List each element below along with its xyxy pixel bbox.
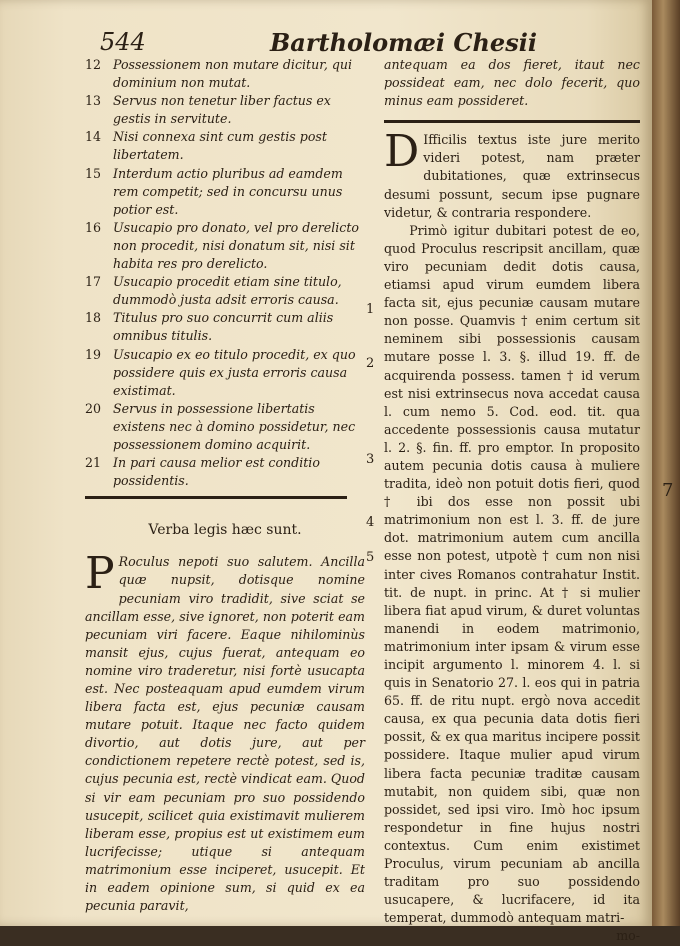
section-rule-right (384, 120, 640, 123)
right-column (384, 56, 640, 946)
summary-text: Titulus pro suo concurrit cum aliis omnibus titulis. (113, 310, 334, 344)
section-rule (85, 496, 347, 499)
summary-number: 17 (85, 274, 102, 290)
summary-item (85, 273, 365, 309)
margin-note-1: 1 (366, 302, 375, 317)
summary-item (85, 128, 365, 164)
catchword: mo- (616, 928, 640, 944)
summary-text: Servus non tenetur liber factus ex gestis in servitute. (113, 93, 331, 127)
summary-text: In pari causa melior est conditio possidentis. (113, 455, 320, 489)
running-title: Bartholomæi Chesii (270, 28, 537, 57)
summary-item (85, 165, 365, 219)
lex-text (85, 548, 365, 915)
lex-body: Roculus nepoti suo salutem. Ancilla quæ nupsit, dotisque nomine pecuniam viro tradidit, sive sciat se ancillam esse, sive ignoret, non poterit eam pecuniam viri facere. Eaque nihilominùs mansit ejus, cujus fuerat, antequam eo nomine viro traderetur, nisi fortè usucapta est. Nec posteaquam apud eumdem virum libera facta est, ejus pecuniæ causam mutare potuit. Itaque nec facto quidem divortio, aut dotis jure, aut per condictionem repetere rectè potest, sed is, cujus pecunia est, rectè vindicat eam. Quod si vir eam pecuniam pro suo possidendo usucepit, scilicet quia existimavit mulierem liberam esse, propius est ut existimem eum lucrifecisse; utique si antequam matrimonium esse inciperet, usucepit. Et in eadem opinione sum, si quid ex ea pecunia paravit, (85, 554, 365, 914)
summary-text: Nisi connexa sint cum gestis post libertatem. (113, 129, 327, 163)
summary-number: 12 (85, 57, 102, 72)
summary-text: Usucapio ex eo titulo procedit, ex quo possidere quis ex justa erroris causa existimat. (113, 346, 356, 398)
summary-item (85, 56, 365, 92)
summary-number: 20 (85, 400, 102, 416)
summary-item (85, 92, 365, 128)
lex-dropcap: P (85, 548, 115, 600)
summary-text: Usucapio pro donato, vel pro derelicto non procedit, nisi donatum sit, nisi sit habita res pro derelicto. (113, 219, 360, 272)
page-number: 544 (100, 28, 146, 56)
summary-text: Interdum actio pluribus ad eamdem rem competit; sed in concursu unus potior est. (113, 165, 343, 217)
margin-note-3: 3 (366, 452, 375, 467)
summary-number: 16 (85, 219, 102, 235)
summary-item (85, 400, 365, 454)
summary-text: Possessionem non mutare dicitur, qui dominium non mutat. (113, 57, 353, 91)
margin-note-2: 2 (366, 356, 375, 371)
lex-continued: antequam ea dos fieret, itaut nec possideat eam, nec dolo fecerit, quo minus eam possideret. (384, 57, 640, 109)
summary-item (85, 454, 365, 490)
summary-number: 21 (85, 455, 102, 471)
commentary-paragraph-2: Primò igitur dubitari potest de eo, quod Proculus rescripsit ancillam, quæ viro pecuniam dedit dotis causa, etiamsi apud virum eumdem libera facta sit, ejus pecuniæ causam mutare non posse. Quamvis † enim certum sit neminem sibi possessionis causam mutare posse l. 3. §. illud 19. ff. de acquirenda possess. tamen † id verum est nisi extrinsecus nova accedat causa l. cum nemo 5. Cod. eod. tit. qua accedente possessionis causa mutatur l. 2. §. fin. ff. pro emptor. In proposito autem pecunia dotis causa à muliere tradita, ideò non potuit dotis fieri, quod † ibi dos esse non possit ubi matrimonium non est l. 3. ff. de jure dot. matrimonium autem cum ancilla esse non potest, utpotè † cum non nisi inter cives Romanos contrahatur Instit. tit. de nupt. in princ. At † si mulier libera fiat apud virum, & duret voluntas manendi in eodem matrimonio, matrimonium inter ipsam & virum esse incipit argumento l. minorem 4. l. si quis in Senatorio 27. l. eos qui in patria 65. ff. de ritu nupt. ergò nova accedit causa, ex qua pecunia data dotis fieri possit, & ex qua maritus incipere possit possidere. Itaque mulier apud virum libera facta pecuniæ traditæ causam mutabit, non quidem sibi, quæ non possidet, sed ipsi viro. Imò hoc ipsum respondetur in fine hujus nostri contextus. Cum enim existimet Proculus, virum pecuniam ab ancilla traditam pro suo possidendo usucapere, & lucrifacere, id ita temperat, dummodò antequam matri- (384, 222, 640, 926)
commentary-dropcap: D (384, 126, 420, 178)
summary-item (85, 219, 365, 273)
lex-heading: Verba legis hæc sunt. (148, 522, 302, 539)
summary-item (85, 346, 365, 400)
summary-text: Servus in possessione libertatis existens nec à domino possidetur, nec possessionem domino acquirit. (113, 400, 356, 452)
summary-number: 15 (85, 165, 102, 181)
summary-number: 14 (85, 129, 102, 145)
facing-page-mark: 7 (662, 480, 674, 501)
summary-number: 18 (85, 310, 102, 326)
summary-item (85, 309, 365, 345)
facing-page-edge (652, 0, 680, 926)
summary-list (85, 56, 365, 490)
summary-number: 13 (85, 93, 102, 109)
commentary-paragraph-1: D Ifficilis textus iste jure merito videri potest, nam præter dubitationes, quæ extrinsecus desumi possunt, secum ipse pugnare videtur, & contraria respondere. (384, 126, 640, 220)
margin-note-4: 4 (366, 515, 375, 530)
summary-text: Usucapio procedit etiam sine titulo, dummodò justa adsit erroris causa. (113, 274, 342, 308)
summary-number: 19 (85, 346, 102, 362)
margin-note-5: 5 (366, 550, 375, 565)
left-column (85, 56, 365, 915)
